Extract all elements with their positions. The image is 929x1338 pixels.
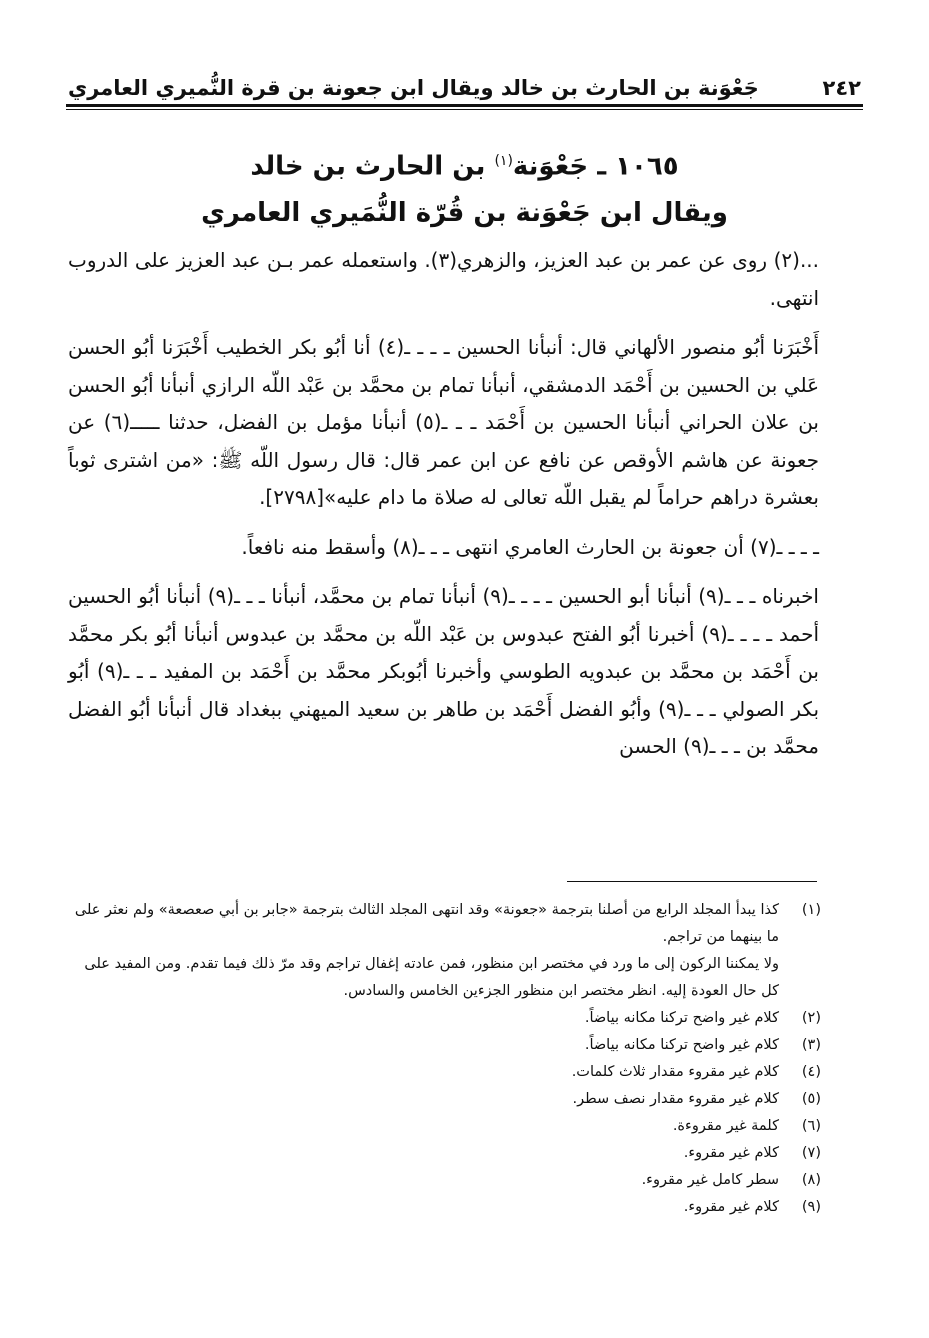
entry-title-line-2: ويقال ابن جَعْوَنة بن قُرّة النُّمَيري العامري bbox=[201, 197, 728, 228]
footnote-number: (٦) bbox=[801, 1118, 821, 1134]
footnote-text: كلام غير واضح تركنا مكانه بياضاً. bbox=[584, 1010, 779, 1026]
footnote-ref: (١) bbox=[494, 153, 513, 169]
footnote-text: كلام غير مقروء. bbox=[683, 1145, 779, 1161]
footnote-number: (٩) bbox=[801, 1199, 821, 1215]
footnote-6 bbox=[68, 1113, 821, 1140]
footnote-1-continued: ولا يمكننا الركون إلى ما ورد في مختصر ابن منظور، فمن عادته إغفال تراجم وقد مرّ ذلك فيما تقدم. ومن المفيد على كل حال العودة إليه. انظر مختصر ابن منظور الجزءين الخامس والسادس. bbox=[84, 956, 779, 999]
footnote-2 bbox=[68, 1005, 821, 1032]
header-rule-thin bbox=[66, 109, 863, 110]
footnote-9 bbox=[68, 1194, 821, 1221]
running-title: جَعْوَنة بن الحارث بن خالد ويقال ابن جعونة بن قرة النُّميري العامري bbox=[68, 76, 759, 100]
footnote-text: كلام غير مقروء مقدار ثلاث كلمات. bbox=[571, 1064, 779, 1080]
footnote-separator bbox=[567, 881, 817, 882]
body-text bbox=[68, 242, 819, 778]
footnote-text: كذا يبدأ المجلد الرابع من أصلنا بترجمة «جعونة» وقد انتهى المجلد الثالث بترجمة «جابر بن أبي صعصعة» ولم نعثر على ما بينهما من تراجم. bbox=[74, 902, 779, 945]
footnote-text: كلام غير مقروء. bbox=[683, 1199, 779, 1215]
paragraph-isnad-1: أَخْبَرَنا أبُو منصور الألهاني قال: أنبأنا الحسين ـ ـ ـ ـ(٤) أنا أبُو بكر الخطيب أَخْبَرَنا أبُو الحسن عَلي بن الحسين بن أَحْمَد الدمشقي، أنبأنا تمام بن محمَّد بن عَبْد اللّه الرازي أنبأنا أبُو الحسن بن علان الحراني أنبأنا الحسين بن أَحْمَد ـ ـ ـ(٥) أنبأنا مؤمل بن الفضل، حدثنا ـــــ(٦) عن جعونة عن هاشم الأوقص عن نافع عن ابن عمر قال: قال رسول اللّه ﷺ: «من اشترى ثوباً بعشرة دراهم حراماً لم يقبل اللّه تعالى له صلاة ما دام عليه»[٢٧٩٨]. bbox=[68, 335, 820, 509]
footnote-number: (٤) bbox=[801, 1064, 821, 1080]
footnote-4 bbox=[68, 1059, 821, 1086]
footnote-number: (٥) bbox=[801, 1091, 821, 1107]
page-number: ٢٤٢ bbox=[822, 76, 861, 100]
footnotes bbox=[68, 897, 821, 1221]
footnote-3 bbox=[68, 1032, 821, 1059]
running-header bbox=[68, 58, 861, 106]
footnote-number: (٢) bbox=[801, 1010, 821, 1026]
footnote-text: كلام غير مقروء مقدار نصف سطر. bbox=[572, 1091, 779, 1107]
footnote-number: (٨) bbox=[801, 1172, 821, 1188]
paragraph-isnad-2: اخبرناه ـ ـ ـ(٩) أنبأنا أبو الحسين ـ ـ ـ ـ(٩) أنبأنا تمام بن محمَّد، أنبأنا ـ ـ ـ(٩) أنبأنا أبُو الحسين أحمد ـ ـ ـ ـ(٩) أخبرنا أبُو الفتح عبدوس بن عَبْد اللّه بن محمَّد بن عبدوس أنبأنا أبُو بكر محمَّد بن أَحْمَد بن محمَّد بن عبدويه الطوسي وأخبرنا أبُوبكر محمَّد بن أَحْمَد بن المفيد ـ ـ ـ(٩) أبُو بكر الصولي ـ ـ ـ(٩) وأبُو الفضل أَحْمَد بن طاهر بن سعيد الميهني ببغداد قال أنبأنا أبُو الفضل محمَّد بن ـ ـ ـ(٩) الحسن bbox=[68, 584, 820, 758]
paragraph-note: ـ ـ ـ ـ(٧) أن جعونة بن الحارث العامري انتهى ـ ـ ـ(٨) وأسقط منه نافعاً. bbox=[241, 534, 819, 559]
footnote-1 bbox=[68, 897, 821, 951]
footnote-text: كلام غير واضح تركنا مكانه بياضاً. bbox=[584, 1037, 779, 1053]
footnote-8 bbox=[68, 1167, 821, 1194]
footnote-number: (٣) bbox=[801, 1037, 821, 1053]
footnote-number: (١) bbox=[801, 902, 821, 918]
footnote-7 bbox=[68, 1140, 821, 1167]
footnote-text: كلمة غير مقروءة. bbox=[672, 1118, 779, 1134]
footnote-number: (٧) bbox=[801, 1145, 821, 1161]
entry-title bbox=[120, 138, 809, 236]
entry-title-line-1: ١٠٦٥ ـ جَعْوَنة$^{(١)}$ بن الحارث بن خالد bbox=[250, 151, 679, 182]
header-rule bbox=[66, 104, 863, 107]
footnote-text: سطر كامل غير مقروء. bbox=[641, 1172, 779, 1188]
footnote-5 bbox=[68, 1086, 821, 1113]
paragraph-narration: ...(٢) روى عن عمر بن عبد العزيز، والزهري(٣). واستعمله عمر بـن عبد العزيز على الدروب انتهى. bbox=[68, 248, 820, 310]
